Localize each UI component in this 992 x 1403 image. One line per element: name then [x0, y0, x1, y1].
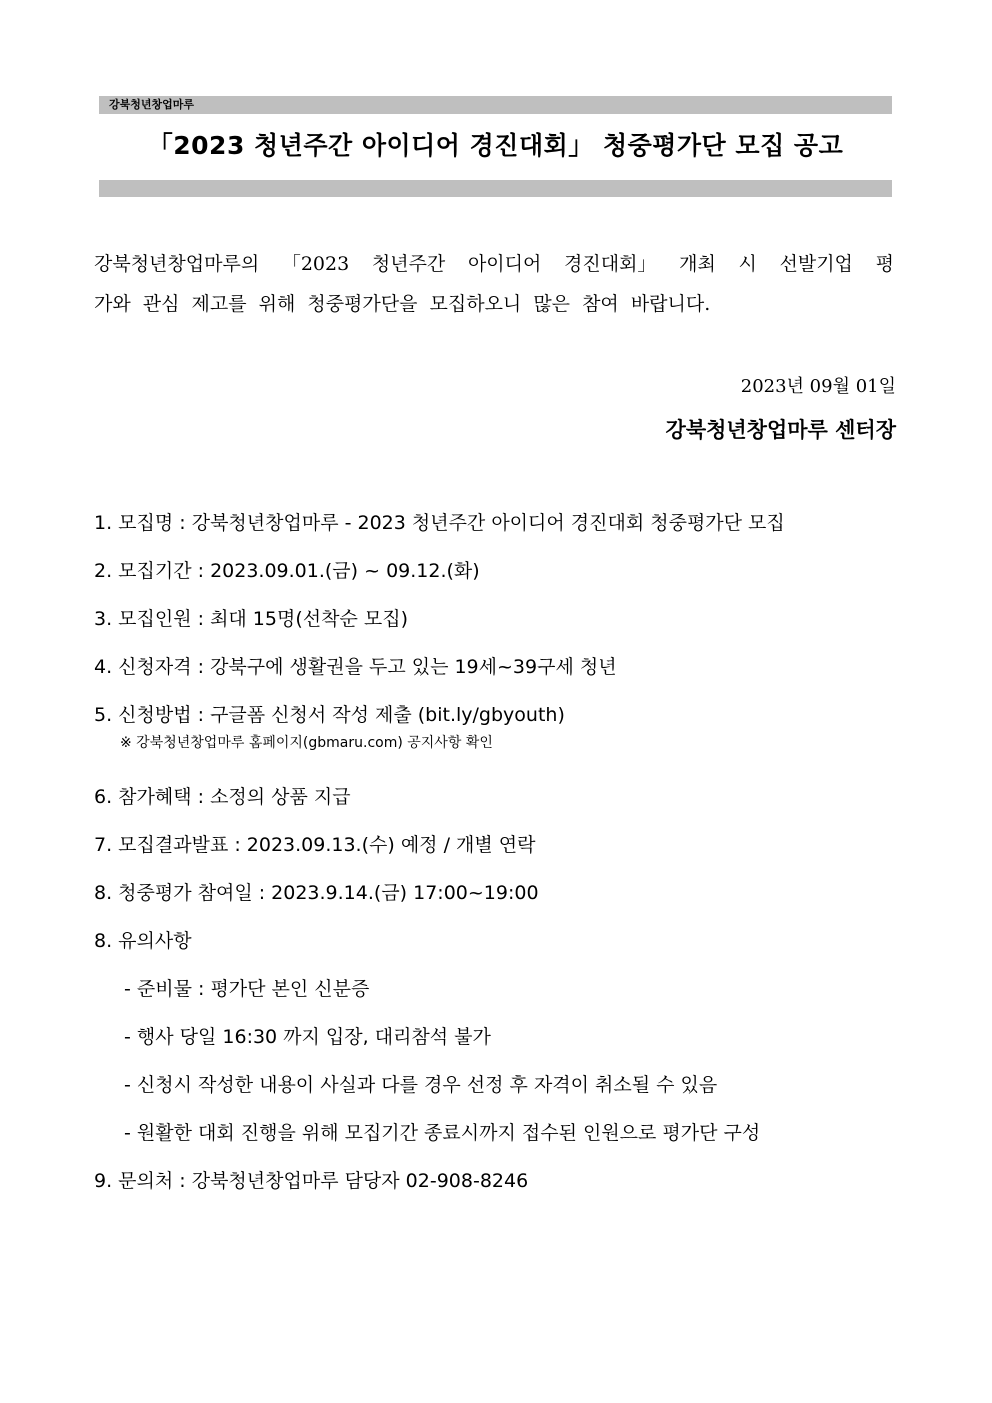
intro-word: 강북청년창업마루의: [94, 253, 260, 275]
title-underline-bar: [99, 180, 892, 197]
precaution-item: - 신청시 작성한 내용이 사실과 다를 경우 선정 후 자격이 취소될 수 있음: [124, 1074, 718, 1096]
list-item-contact: 9. 문의처 : 강북청년창업마루 담당자 02-908-8246: [94, 1170, 529, 1192]
intro-word: 청년주간: [371, 253, 446, 275]
application-method-note: ※ 강북청년창업마루 홈페이지(gbmaru.com) 공지사항 확인: [120, 735, 493, 751]
intro-word: 「2023: [281, 253, 350, 275]
header-org-bar: [99, 96, 892, 114]
precaution-item: - 원활한 대회 진행을 위해 모집기간 종료시까지 접수된 인원으로 평가단 구성: [124, 1122, 761, 1144]
list-item-recruitment-size: 3. 모집인원 : 최대 15명(선착순 모집): [94, 608, 408, 630]
precaution-item: - 행사 당일 16:30 까지 입장, 대리참석 불가: [124, 1026, 491, 1048]
notice-signer: 강북청년창업마루 센터장: [665, 417, 896, 442]
recruitment-details-list: [94, 504, 894, 1210]
intro-word: 개최: [679, 253, 716, 275]
intro-word: 경진대회」: [564, 253, 657, 275]
intro-word: 시: [738, 253, 757, 275]
list-item-evaluation-date: 8. 청중평가 참여일 : 2023.9.14.(금) 17:00~19:00: [94, 882, 539, 904]
list-item-result-announcement: 7. 모집결과발표 : 2023.09.13.(수) 예정 / 개별 연락: [94, 834, 536, 856]
intro-line-2: 가와 관심 제고를 위해 청중평가단을 모집하오니 많은 참여 바랍니다.: [94, 293, 711, 315]
notice-date: 2023년 09월 01일: [740, 376, 896, 397]
intro-word: 아이디어: [467, 253, 542, 275]
page-title: 「2023 청년주간 아이디어 경진대회」 청중평가단 모집 공고: [147, 131, 844, 160]
intro-word: 평: [875, 253, 894, 275]
org-label: 강북청년창업마루: [109, 98, 195, 111]
intro-paragraph: [94, 244, 894, 324]
intro-line-1: [94, 244, 894, 284]
list-item-benefits: 6. 참가혜택 : 소정의 상품 지급: [94, 786, 351, 808]
list-item-precautions: 8. 유의사항: [94, 930, 192, 952]
list-item-recruitment-period: 2. 모집기간 : 2023.09.01.(금) ~ 09.12.(화): [94, 560, 480, 582]
list-item-application-method: 5. 신청방법 : 구글폼 신청서 작성 제출 (bit.ly/gbyouth): [94, 704, 565, 726]
intro-word: 선발기업: [779, 253, 853, 275]
list-item-eligibility: 4. 신청자격 : 강북구에 생활권을 두고 있는 19세~39구세 청년: [94, 656, 617, 678]
list-item-recruitment-name: 1. 모집명 : 강북청년창업마루 - 2023 청년주간 아이디어 경진대회 청중평가단 모집: [94, 512, 785, 534]
precaution-item: - 준비물 : 평가단 본인 신분증: [124, 978, 370, 1000]
